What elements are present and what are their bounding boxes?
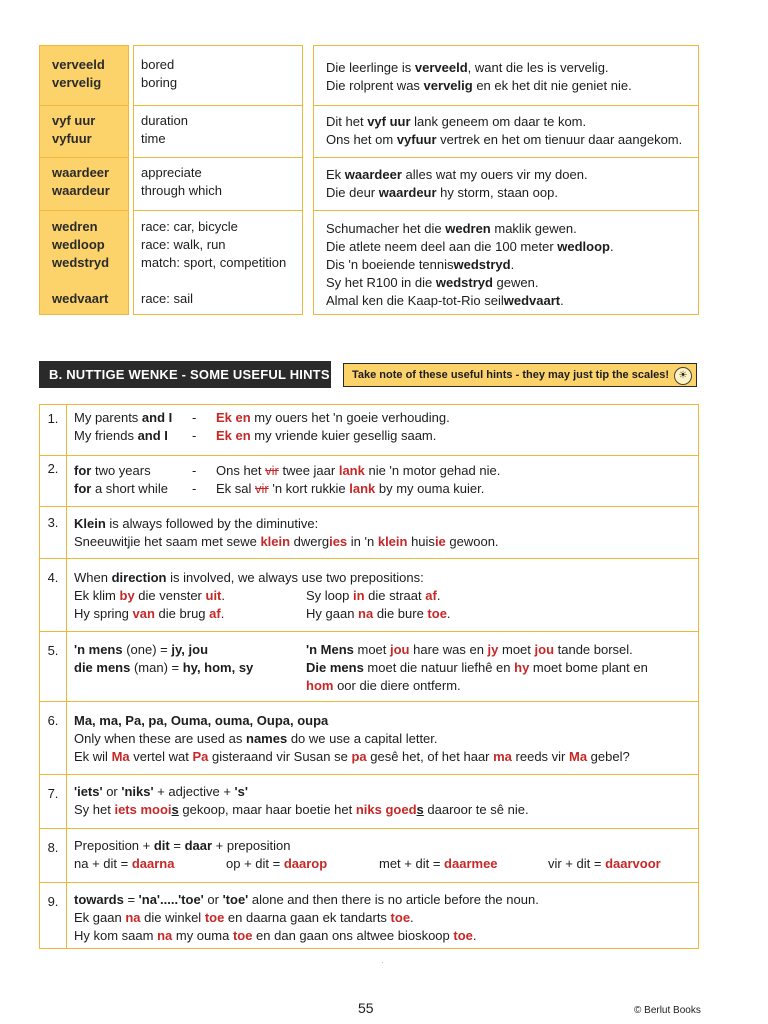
- hint-row: 2. for two years - Ons het vir twee jaar lank nie 'n motor gehad nie. for a short while - Ek sal vir 'n kort rukkie lank by my ouma kuier.: [47, 461, 501, 496]
- words-column: [39, 45, 129, 315]
- lightbulb-icon: ☀: [674, 367, 692, 385]
- hint-row: 1. My parents and I - Ek en my ouers het 'n goeie verhouding. My friends and I - Ek en my vriende kuier gesellig saam.: [47, 410, 450, 443]
- word-cell: verveeld vervelig: [52, 57, 105, 90]
- hint-row: 4. When direction is involved, we always use two prepositions: Ek klim by die venster uit. Sy loop in die straat af. Hy spring van die brug af. Hy gaan na die bure toe.: [47, 570, 451, 621]
- hints-table: [39, 404, 699, 949]
- meaning-cell: bored boring: [141, 57, 178, 90]
- meaning-cell: appreciate through which: [141, 165, 222, 198]
- meaning-cell: duration time: [141, 113, 188, 146]
- example-cell: Schumacher het die wedren maklik gewen. Die atlete neem deel aan die 100 meter wedloop. Dis 'n boeiende tenniswedstryd. Sy het R100 in die wedstryd gewen. Almal ken die Kaap-tot-Rio seilwedvaart.: [326, 221, 614, 308]
- meanings-column: [133, 45, 303, 315]
- publisher-credit: © Berlut Books: [634, 1005, 701, 1016]
- page-number: 55: [358, 1000, 374, 1016]
- scan-mark: ·: [381, 958, 384, 967]
- example-cell: Ek waardeer alles wat my ouers vir my doen. Die deur waardeur hy storm, staan oop.: [326, 167, 588, 200]
- example-cell: Dit het vyf uur lank geneem om daar te kom. Ons het om vyfuur vertrek en het om tienuur daar aangekom.: [326, 114, 683, 147]
- meaning-cell: race: car, bicycle race: walk, run match: sport, competition race: sail: [141, 219, 287, 306]
- word-cell: wedren wedloop wedstryd wedvaart: [52, 219, 110, 306]
- hint-row: 6. Ma, ma, Pa, pa, Ouma, ouma, Oupa, oupa Only when these are used as names do we use a capital letter. Ek wil Ma vertel wat Pa gisteraand vir Susan se pa gesê het, of het haar ma reeds vir Ma gebel?: [47, 713, 630, 764]
- hint-row: 7. 'iets' or 'niks' + adjective + 's' Sy het iets moois gekoop, maar haar boetie het niks goeds daaroor te sê nie.: [47, 784, 529, 817]
- word-cell: waardeer waardeur: [52, 165, 110, 198]
- tip-banner: Take note of these useful hints - they may just tip the scales! ☀: [343, 363, 697, 387]
- section-title: B. NUTTIGE WENKE - SOME USEFUL HINTS: [39, 361, 331, 388]
- hint-row: 9. towards = 'na'.....'toe' or 'toe' alone and then there is no article before the noun. Ek gaan na die winkel toe en daarna gaan ek tandarts toe. Hy kom saam na my ouma toe en dan gaan ons altwee bioskoop toe.: [47, 892, 539, 943]
- hint-row: 8. Preposition + dit = daar + preposition na + dit = daarna op + dit = daarop met + dit = daarmee vir + dit = daarvoor: [47, 838, 661, 871]
- example-cell: Die leerlinge is verveeld, want die les is vervelig. Die rolprent was vervelig en ek het dit nie geniet nie.: [326, 60, 632, 93]
- examples-column: [313, 45, 699, 315]
- word-cell: vyf uur vyfuur: [52, 113, 96, 146]
- vocabulary-table: [39, 45, 699, 315]
- hint-row: 3. Klein is always followed by the diminutive: Sneeuwitjie het saam met sewe klein dwergies in 'n klein huisie gewoon.: [47, 515, 499, 549]
- hint-row: 5. 'n mens (one) = jy, jou die mens (man) = hy, hom, sy 'n Mens moet jou hare was en jy moet jou tande borsel. Die mens moet die natuur liefhê en hy moet bome plant en hom oor die diere ontferm.: [47, 642, 648, 693]
